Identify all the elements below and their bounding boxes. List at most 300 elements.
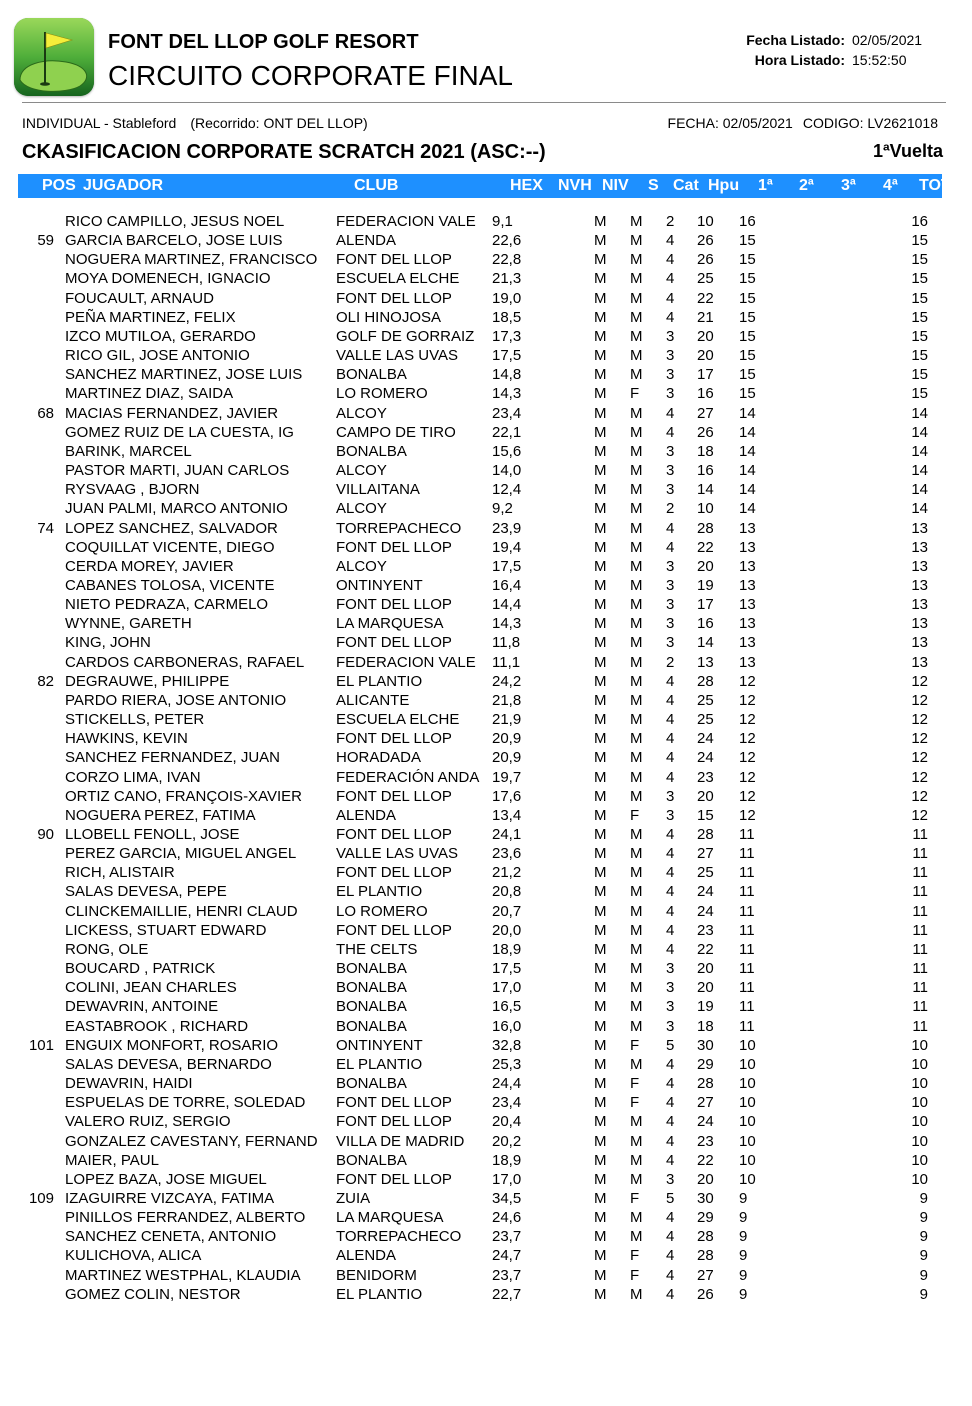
total-score-cell: 11 <box>912 845 928 863</box>
total-score-cell: 12 <box>911 691 928 709</box>
player-name-cell: WYNNE, GARETH <box>65 615 192 633</box>
col-club: CLUB <box>354 177 399 194</box>
round-1-score-cell: 11 <box>739 845 755 863</box>
level-cell: M <box>594 1266 607 1284</box>
handicap-exact-cell: 24,2 <box>492 672 522 690</box>
category-cell: 5 <box>666 1189 675 1207</box>
player-name-cell: STICKELLS, PETER <box>65 711 205 729</box>
club-cell: ONTINYENT <box>336 1036 423 1054</box>
round-1-score-cell: 12 <box>739 691 756 709</box>
club-cell: BONALBA <box>336 442 407 460</box>
total-score-cell: 13 <box>911 615 928 633</box>
table-row <box>0 882 972 901</box>
sex-cell: M <box>630 213 643 230</box>
col-hex: HEX <box>510 177 543 194</box>
category-cell: 5 <box>666 1036 675 1054</box>
table-row <box>0 787 972 806</box>
round-1-score-cell: 12 <box>739 749 756 767</box>
category-cell: 3 <box>666 557 675 575</box>
club-cell: BONALBA <box>336 1017 407 1035</box>
table-row <box>0 308 972 327</box>
sex-cell: M <box>630 596 643 614</box>
club-cell: BONALBA <box>336 979 407 997</box>
club-cell: ALENDA <box>336 806 397 824</box>
round-1-score-cell: 10 <box>739 1055 756 1073</box>
table-row <box>0 748 972 767</box>
level-cell: M <box>594 615 607 633</box>
category-cell: 4 <box>666 1113 675 1131</box>
total-score-cell: 15 <box>911 327 928 345</box>
round-1-score-cell: 10 <box>739 1170 756 1188</box>
category-cell: 3 <box>666 347 675 365</box>
sex-cell: M <box>630 998 643 1016</box>
hora-listado-label: Hora Listado: <box>754 52 845 68</box>
playing-handicap-cell: 14 <box>697 481 714 499</box>
level-cell: M <box>594 845 607 863</box>
playing-handicap-cell: 20 <box>697 787 714 805</box>
total-score-cell: 9 <box>919 1285 928 1303</box>
fecha-listado-label: Fecha Listado: <box>746 32 845 48</box>
club-cell: TORREPACHECO <box>336 519 462 537</box>
playing-handicap-cell: 22 <box>697 940 714 958</box>
level-cell: M <box>594 749 607 767</box>
table-row <box>0 729 972 748</box>
playing-handicap-cell: 28 <box>697 1228 714 1246</box>
category-cell: 4 <box>666 1285 675 1303</box>
playing-handicap-cell: 29 <box>697 1055 714 1073</box>
round-1-score-cell: 11 <box>739 883 755 901</box>
category-cell: 3 <box>666 806 675 824</box>
category-cell: 3 <box>666 366 675 384</box>
handicap-exact-cell: 9,2 <box>492 500 513 518</box>
competition-mode <box>22 115 368 131</box>
playing-handicap-cell: 26 <box>697 232 714 250</box>
club-cell: VILLAITANA <box>336 481 420 499</box>
round-1-score-cell: 12 <box>739 672 756 690</box>
sex-cell: M <box>630 1151 643 1169</box>
round-1-score-cell: 11 <box>739 940 755 958</box>
position-cell: 74 <box>37 519 54 537</box>
handicap-exact-cell: 15,6 <box>492 442 522 460</box>
table-row <box>0 672 972 691</box>
round-1-score-cell: 10 <box>739 1151 756 1169</box>
table-row <box>0 346 972 365</box>
category-cell: 4 <box>666 232 675 250</box>
handicap-exact-cell: 18,9 <box>492 1151 522 1169</box>
player-name-cell: RICO CAMPILLO, JESUS NOEL <box>65 213 285 230</box>
table-row <box>0 1170 972 1189</box>
sex-cell: M <box>630 270 643 288</box>
club-cell: FONT DEL LLOP <box>336 289 452 307</box>
handicap-exact-cell: 17,0 <box>492 1170 522 1188</box>
level-cell: M <box>594 270 607 288</box>
total-score-cell: 14 <box>911 500 928 518</box>
player-name-cell: NOGUERA PEREZ, FATIMA <box>65 806 256 824</box>
total-score-cell: 9 <box>919 1189 928 1207</box>
handicap-exact-cell: 34,5 <box>492 1189 522 1207</box>
playing-handicap-cell: 25 <box>697 711 714 729</box>
round-1-score-cell: 12 <box>739 768 756 786</box>
handicap-exact-cell: 23,6 <box>492 845 522 863</box>
golf-flag-icon <box>14 18 94 96</box>
playing-handicap-cell: 17 <box>697 366 714 384</box>
playing-handicap-cell: 24 <box>697 1113 714 1131</box>
playing-handicap-cell: 30 <box>697 1189 714 1207</box>
total-score-cell: 9 <box>919 1228 928 1246</box>
table-row <box>0 384 972 403</box>
level-cell: M <box>594 1017 607 1035</box>
round-1-score-cell: 13 <box>739 576 756 594</box>
category-cell: 3 <box>666 1170 675 1188</box>
category-cell: 4 <box>666 538 675 556</box>
playing-handicap-cell: 26 <box>697 423 714 441</box>
table-row <box>0 806 972 825</box>
round-1-score-cell: 12 <box>739 806 756 824</box>
playing-handicap-cell: 28 <box>697 672 714 690</box>
category-cell: 4 <box>666 826 675 843</box>
level-cell: M <box>594 423 607 441</box>
level-cell: M <box>594 481 607 499</box>
sex-cell: F <box>630 1247 640 1265</box>
sex-cell: M <box>630 347 643 365</box>
handicap-exact-cell: 19,7 <box>492 768 522 786</box>
category-cell: 3 <box>666 462 675 480</box>
category-cell: 3 <box>666 596 675 614</box>
round-1-score-cell: 14 <box>739 404 756 422</box>
handicap-exact-cell: 14,3 <box>492 615 522 633</box>
total-score-cell: 13 <box>911 576 928 594</box>
playing-handicap-cell: 30 <box>697 1036 714 1054</box>
total-score-cell: 15 <box>911 232 928 250</box>
handicap-exact-cell: 23,4 <box>492 404 522 422</box>
sex-cell: M <box>630 442 643 460</box>
table-row <box>0 1093 972 1112</box>
total-score-cell: 9 <box>919 1266 928 1284</box>
table-row <box>0 1074 972 1093</box>
total-score-cell: 14 <box>911 423 928 441</box>
club-cell: FONT DEL LLOP <box>336 730 452 748</box>
handicap-exact-cell: 17,5 <box>492 347 522 365</box>
handicap-exact-cell: 16,4 <box>492 576 522 594</box>
club-cell: GOLF DE GORRAIZ <box>336 327 475 345</box>
club-cell: FONT DEL LLOP <box>336 826 452 843</box>
level-cell: M <box>594 1170 607 1188</box>
handicap-exact-cell: 22,6 <box>492 232 522 250</box>
handicap-exact-cell: 17,6 <box>492 787 522 805</box>
col-nvh: NVH <box>558 177 592 194</box>
player-name-cell: KULICHOVA, ALICA <box>65 1247 202 1265</box>
round-1-score-cell: 14 <box>739 423 756 441</box>
total-score-cell: 10 <box>911 1094 928 1112</box>
sex-cell: F <box>630 1075 640 1093</box>
table-header <box>18 174 951 198</box>
table-row <box>0 250 972 269</box>
table-row <box>0 1055 972 1074</box>
table-row <box>0 1017 972 1036</box>
sex-cell: F <box>630 385 640 403</box>
player-name-cell: CLINCKEMAILLIE, HENRI CLAUD <box>65 902 298 920</box>
category-cell: 4 <box>666 768 675 786</box>
total-score-cell: 15 <box>911 251 928 269</box>
handicap-exact-cell: 14,3 <box>492 385 522 403</box>
category-cell: 3 <box>666 615 675 633</box>
category-cell: 3 <box>666 481 675 499</box>
table-row <box>0 844 972 863</box>
category-cell: 2 <box>666 500 675 518</box>
handicap-exact-cell: 32,8 <box>492 1036 522 1054</box>
handicap-exact-cell: 19,0 <box>492 289 522 307</box>
handicap-exact-cell: 21,9 <box>492 711 522 729</box>
handicap-exact-cell: 20,8 <box>492 883 522 901</box>
level-cell: M <box>594 576 607 594</box>
playing-handicap-cell: 10 <box>697 213 714 230</box>
sex-cell: M <box>630 672 643 690</box>
category-cell: 4 <box>666 730 675 748</box>
player-name-cell: COLINI, JEAN CHARLES <box>65 979 237 997</box>
category-cell: 4 <box>666 251 675 269</box>
table-row <box>0 1132 972 1151</box>
position-cell: 101 <box>28 1036 54 1054</box>
level-cell: M <box>594 921 607 939</box>
table-row <box>0 289 972 308</box>
circuit-title: CIRCUITO CORPORATE FINAL <box>108 60 514 91</box>
sex-cell: M <box>630 1055 643 1073</box>
playing-handicap-cell: 24 <box>697 749 714 767</box>
category-cell: 4 <box>666 270 675 288</box>
level-cell: M <box>594 826 607 843</box>
club-cell: ALCOY <box>336 500 387 518</box>
round-1-score-cell: 12 <box>739 730 756 748</box>
player-name-cell: PEÑA MARTINEZ, FELIX <box>65 308 236 326</box>
level-cell: M <box>594 289 607 307</box>
category-cell: 3 <box>666 979 675 997</box>
club-cell: BONALBA <box>336 366 407 384</box>
total-score-cell: 12 <box>911 711 928 729</box>
handicap-exact-cell: 23,7 <box>492 1266 522 1284</box>
level-cell: M <box>594 864 607 882</box>
handicap-exact-cell: 16,0 <box>492 1017 522 1035</box>
table-row <box>0 997 972 1016</box>
handicap-exact-cell: 20,9 <box>492 749 522 767</box>
player-name-cell: LICKESS, STUART EDWARD <box>65 921 267 939</box>
handicap-exact-cell: 12,4 <box>492 481 522 499</box>
total-score-cell: 11 <box>912 998 928 1016</box>
total-score-cell: 11 <box>912 826 928 843</box>
sex-cell: M <box>630 462 643 480</box>
handicap-exact-cell: 22,1 <box>492 423 522 441</box>
club-cell: EL PLANTIO <box>336 1055 423 1073</box>
playing-handicap-cell: 28 <box>697 1075 714 1093</box>
mode-text: INDIVIDUAL - Stableford <box>22 115 177 131</box>
player-name-cell: MOYA DOMENECH, IGNACIO <box>65 270 271 288</box>
total-score-cell: 14 <box>911 481 928 499</box>
handicap-exact-cell: 17,0 <box>492 979 522 997</box>
round-1-score-cell: 11 <box>739 902 755 920</box>
table-row <box>0 538 972 557</box>
category-cell: 4 <box>666 940 675 958</box>
handicap-exact-cell: 13,4 <box>492 806 522 824</box>
position-cell: 109 <box>28 1189 54 1207</box>
level-cell: M <box>594 730 607 748</box>
level-cell: M <box>594 806 607 824</box>
sex-cell: M <box>630 653 643 671</box>
round-1-score-cell: 10 <box>739 1075 756 1093</box>
category-cell: 3 <box>666 634 675 652</box>
handicap-exact-cell: 24,1 <box>492 826 522 843</box>
round-1-score-cell: 15 <box>739 308 756 326</box>
sex-cell: M <box>630 308 643 326</box>
sex-cell: M <box>630 1228 643 1246</box>
club-cell: BONALBA <box>336 998 407 1016</box>
handicap-exact-cell: 17,5 <box>492 960 522 978</box>
playing-handicap-cell: 15 <box>697 806 714 824</box>
total-score-cell: 15 <box>911 347 928 365</box>
level-cell: M <box>594 308 607 326</box>
club-cell: FEDERACION VALE <box>336 653 476 671</box>
handicap-exact-cell: 20,9 <box>492 730 522 748</box>
playing-handicap-cell: 22 <box>697 289 714 307</box>
sex-cell: M <box>630 864 643 882</box>
total-score-cell: 12 <box>911 730 928 748</box>
category-cell: 4 <box>666 1132 675 1150</box>
player-name-cell: IZCO MUTILOA, GERARDO <box>65 327 256 345</box>
table-row <box>0 1285 972 1304</box>
round-1-score-cell: 13 <box>739 634 756 652</box>
player-name-cell: SANCHEZ CENETA, ANTONIO <box>65 1228 277 1246</box>
total-score-cell: 11 <box>912 979 928 997</box>
level-cell: M <box>594 557 607 575</box>
table-row <box>0 921 972 940</box>
col-round-4: 4ª <box>883 177 898 194</box>
category-cell: 3 <box>666 327 675 345</box>
total-score-cell: 14 <box>911 404 928 422</box>
playing-handicap-cell: 16 <box>697 462 714 480</box>
level-cell: M <box>594 1075 607 1093</box>
handicap-exact-cell: 16,5 <box>492 998 522 1016</box>
total-score-cell: 10 <box>911 1170 928 1188</box>
club-cell: ALCOY <box>336 462 387 480</box>
playing-handicap-cell: 24 <box>697 902 714 920</box>
round-1-score-cell: 14 <box>739 442 756 460</box>
level-cell: M <box>594 1209 607 1227</box>
player-name-cell: ESPUELAS DE TORRE, SOLEDAD <box>65 1094 306 1112</box>
sex-cell: M <box>630 787 643 805</box>
sex-cell: M <box>630 1017 643 1035</box>
level-cell: M <box>594 940 607 958</box>
position-cell: 90 <box>37 826 54 843</box>
round-1-score-cell: 14 <box>739 500 756 518</box>
playing-handicap-cell: 19 <box>697 576 714 594</box>
table-row <box>0 404 972 423</box>
sex-cell: M <box>630 404 643 422</box>
round-1-score-cell: 10 <box>739 1132 756 1150</box>
sex-cell: M <box>630 634 643 652</box>
listing-meta <box>746 30 928 70</box>
sex-cell: M <box>630 232 643 250</box>
club-cell: FONT DEL LLOP <box>336 634 452 652</box>
playing-handicap-cell: 18 <box>697 1017 714 1035</box>
player-name-cell: MARTINEZ DIAZ, SAIDA <box>65 385 234 403</box>
table-row <box>0 863 972 882</box>
level-cell: M <box>594 347 607 365</box>
sex-cell: M <box>630 1285 643 1303</box>
sex-cell: M <box>630 500 643 518</box>
table-row <box>0 825 972 844</box>
level-cell: M <box>594 883 607 901</box>
round-1-score-cell: 13 <box>739 519 756 537</box>
round-label: 1ªVuelta <box>872 141 943 161</box>
table-row <box>0 1246 972 1265</box>
total-score-cell: 10 <box>911 1036 928 1054</box>
sex-cell: M <box>630 749 643 767</box>
category-cell: 4 <box>666 1094 675 1112</box>
level-cell: M <box>594 1228 607 1246</box>
sex-cell: M <box>630 960 643 978</box>
level-cell: M <box>594 442 607 460</box>
level-cell: M <box>594 653 607 671</box>
club-cell: FEDERACION VALE <box>336 213 476 230</box>
round-1-score-cell: 13 <box>739 596 756 614</box>
round-1-score-cell: 10 <box>739 1036 756 1054</box>
round-1-score-cell: 11 <box>739 1017 755 1035</box>
category-cell: 3 <box>666 442 675 460</box>
category-cell: 2 <box>666 653 675 671</box>
sex-cell: M <box>630 711 643 729</box>
club-cell: ALENDA <box>336 1247 397 1265</box>
category-cell: 4 <box>666 404 675 422</box>
table-row <box>0 461 972 480</box>
level-cell: M <box>594 213 607 230</box>
level-cell: M <box>594 787 607 805</box>
category-cell: 3 <box>666 960 675 978</box>
playing-handicap-cell: 10 <box>697 500 714 518</box>
level-cell: M <box>594 385 607 403</box>
playing-handicap-cell: 28 <box>697 1247 714 1265</box>
club-cell: ESCUELA ELCHE <box>336 270 460 288</box>
playing-handicap-cell: 26 <box>697 1285 714 1303</box>
handicap-exact-cell: 21,8 <box>492 691 522 709</box>
sex-cell: F <box>630 1189 640 1207</box>
club-cell: ESCUELA ELCHE <box>336 711 460 729</box>
level-cell: M <box>594 1094 607 1112</box>
player-name-cell: LOPEZ SANCHEZ, SALVADOR <box>65 519 278 537</box>
club-cell: FONT DEL LLOP <box>336 596 452 614</box>
playing-handicap-cell: 28 <box>697 826 714 843</box>
round-1-score-cell: 11 <box>739 960 755 978</box>
total-score-cell: 13 <box>911 557 928 575</box>
player-name-cell: GARCIA BARCELO, JOSE LUIS <box>65 232 283 250</box>
handicap-exact-cell: 14,4 <box>492 596 522 614</box>
player-name-cell: GONZALEZ CAVESTANY, FERNAND <box>65 1132 318 1150</box>
table-row <box>0 519 972 538</box>
club-cell: TORREPACHECO <box>336 1228 462 1246</box>
table-row <box>0 691 972 710</box>
table-row <box>0 959 972 978</box>
total-score-cell: 12 <box>911 787 928 805</box>
round-1-score-cell: 15 <box>739 385 756 403</box>
total-score-cell: 12 <box>911 806 928 824</box>
level-cell: M <box>594 366 607 384</box>
club-cell: VALLE LAS UVAS <box>336 347 459 365</box>
sex-cell: M <box>630 921 643 939</box>
level-cell: M <box>594 538 607 556</box>
player-name-cell: COQUILLAT VICENTE, DIEGO <box>65 538 275 556</box>
level-cell: M <box>594 500 607 518</box>
sex-cell: M <box>630 845 643 863</box>
handicap-exact-cell: 17,3 <box>492 327 522 345</box>
category-cell: 4 <box>666 883 675 901</box>
level-cell: M <box>594 902 607 920</box>
